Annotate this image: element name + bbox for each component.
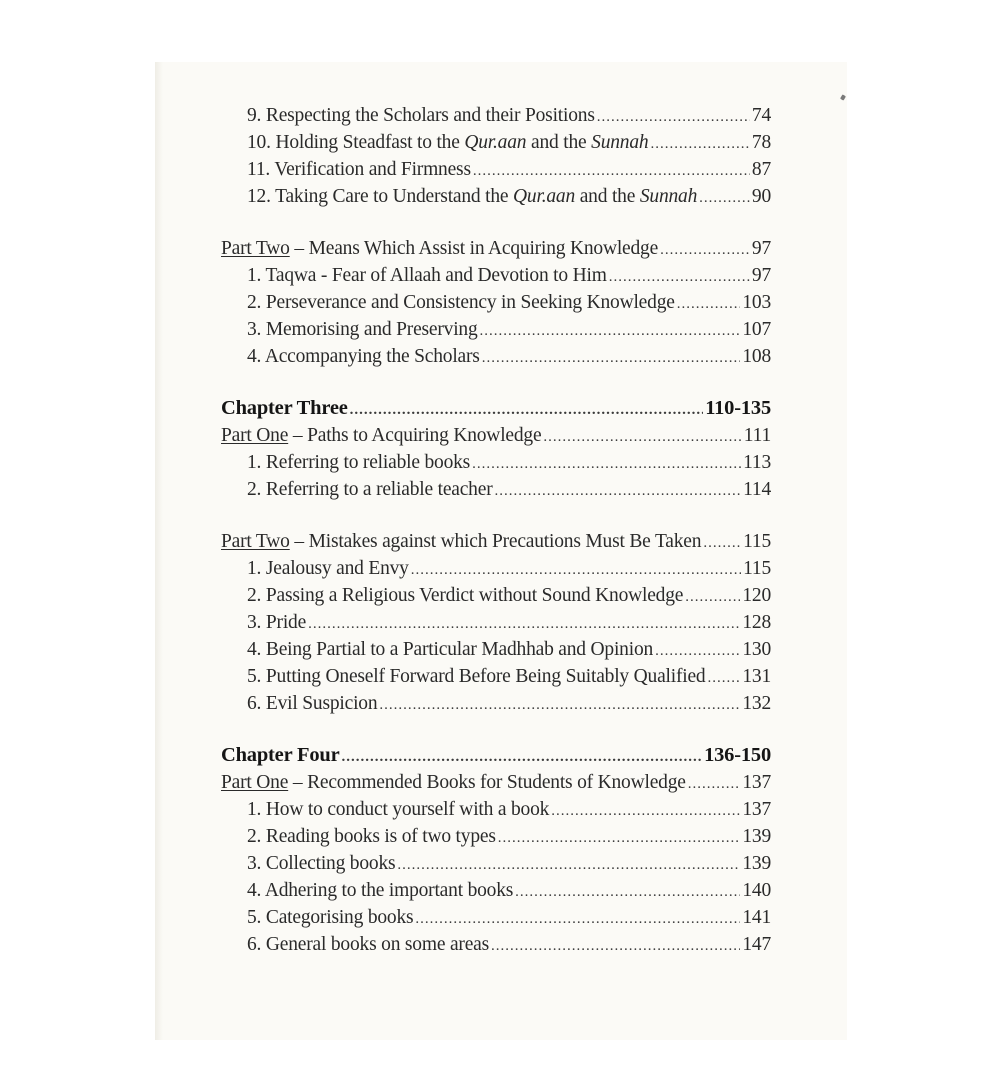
dot-leader	[397, 852, 740, 879]
toc-entry	[221, 156, 771, 183]
section-gap	[221, 370, 771, 395]
toc-entry-label-italic: Sunnah	[639, 186, 698, 207]
toc-entry	[221, 609, 771, 636]
dot-leader	[472, 451, 741, 478]
toc-entry-page: 74	[751, 105, 771, 126]
toc-entry-label: 3. Collecting books	[247, 853, 396, 874]
toc-entry	[221, 636, 771, 663]
toc-entry-page: 113	[743, 452, 771, 473]
toc-entry-page: 140	[742, 880, 771, 901]
toc-entry	[221, 877, 771, 904]
toc-entry	[221, 289, 771, 316]
toc-entry-label: 4. Accompanying the Scholars	[247, 346, 480, 367]
part-heading	[221, 235, 771, 262]
toc-entry-label: 1. Jealousy and Envy	[247, 558, 409, 579]
toc-entry-label: 5. Putting Oneself Forward Before Being Suitably Qualified	[247, 666, 706, 687]
table-of-contents	[221, 102, 771, 958]
dot-leader	[482, 345, 741, 372]
section-gap	[221, 210, 771, 235]
toc-entry-page: 120	[742, 585, 771, 606]
toc-entry-page: 115	[743, 558, 771, 579]
dot-leader	[480, 318, 741, 345]
part-title: – Recommended Books for Students of Knowledge	[288, 772, 686, 793]
toc-entry-label: 6. General books on some areas	[247, 934, 490, 955]
toc-entry	[221, 343, 771, 370]
toc-entry-label-text: 12. Taking Care to Understand the	[247, 186, 514, 207]
toc-entry-page: 97	[751, 265, 771, 286]
toc-entry	[221, 316, 771, 343]
toc-entry-label: 1. Referring to reliable books	[247, 452, 471, 473]
toc-entry-label-text: and the	[575, 186, 640, 207]
part-heading	[221, 769, 771, 796]
part-name: Part One	[221, 772, 289, 793]
chapter-title: Chapter Three	[221, 397, 348, 419]
dot-leader	[660, 237, 750, 264]
dot-leader	[411, 557, 741, 584]
chapter-page-range: 110-135	[705, 397, 771, 419]
toc-entry	[221, 823, 771, 850]
dot-leader	[494, 478, 741, 505]
toc-entry	[221, 183, 771, 210]
toc-entry-page: 103	[742, 292, 771, 313]
toc-entry-page: 107	[742, 319, 771, 340]
toc-entry-label: 1. How to conduct yourself with a book	[247, 799, 550, 820]
toc-entry-page: 130	[742, 639, 771, 660]
part-heading	[221, 528, 771, 555]
section-gap	[221, 503, 771, 528]
toc-entry	[221, 904, 771, 931]
toc-entry-label	[247, 129, 648, 156]
dot-leader	[699, 185, 750, 212]
toc-entry-page: 147	[742, 934, 771, 955]
toc-entry	[221, 555, 771, 582]
dot-leader	[677, 291, 741, 318]
toc-entry	[221, 690, 771, 717]
part-heading-page: 97	[751, 238, 771, 259]
dot-leader	[491, 933, 740, 960]
dot-leader	[597, 104, 750, 131]
chapter-title: Chapter Four	[221, 744, 340, 766]
toc-entry	[221, 796, 771, 823]
dot-leader	[308, 611, 740, 638]
part-title: – Paths to Acquiring Knowledge	[288, 425, 542, 446]
dot-leader	[543, 424, 741, 451]
toc-entry-label: 11. Verification and Firmness	[247, 159, 471, 180]
toc-entry-label: 5. Categorising books	[247, 907, 414, 928]
dot-leader	[655, 638, 740, 665]
section-gap	[221, 717, 771, 742]
part-heading-label	[221, 422, 541, 449]
part-title: – Means Which Assist in Acquiring Knowledge	[289, 238, 659, 259]
dot-leader	[350, 397, 704, 424]
toc-entry-label-italic: Sunnah	[591, 132, 649, 153]
toc-entry-page: 114	[743, 479, 771, 500]
toc-entry-label: 3. Memorising and Preserving	[247, 319, 478, 340]
dot-leader	[498, 825, 741, 852]
toc-entry-label: 2. Perseverance and Consistency in Seeking Knowledge	[247, 292, 675, 313]
toc-entry-page: 87	[751, 159, 771, 180]
toc-entry-label: 4. Being Partial to a Particular Madhhab and Opinion	[247, 639, 654, 660]
toc-entry-label: 6. Evil Suspicion	[247, 693, 378, 714]
part-name: Part Two	[221, 238, 290, 259]
toc-entry	[221, 476, 771, 503]
toc-entry-page: 128	[742, 612, 771, 633]
toc-entry-label: 2. Passing a Religious Verdict without Sound Knowledge	[247, 585, 684, 606]
dot-leader	[609, 264, 750, 291]
part-heading-label	[221, 235, 658, 262]
part-heading-page: 115	[743, 531, 771, 552]
toc-entry	[221, 129, 771, 156]
chapter-heading	[221, 395, 771, 422]
toc-entry	[221, 102, 771, 129]
toc-entry	[221, 931, 771, 958]
part-heading-page: 111	[743, 425, 771, 446]
toc-entry-page: 90	[751, 186, 771, 207]
part-name: Part One	[221, 425, 289, 446]
toc-entry-label-text: 10. Holding Steadfast to the	[247, 132, 465, 153]
dot-leader	[703, 530, 741, 557]
part-heading-page: 137	[742, 772, 771, 793]
toc-entry-page: 108	[742, 346, 771, 367]
dot-leader	[415, 906, 740, 933]
toc-entry-label-italic: Qur.aan	[464, 132, 527, 153]
toc-entry-label: 9. Respecting the Scholars and their Positions	[247, 105, 595, 126]
toc-entry	[221, 582, 771, 609]
toc-entry-label-text: and the	[526, 132, 592, 153]
page-gutter-shadow	[155, 62, 163, 1040]
toc-entry-page: 137	[742, 799, 771, 820]
toc-entry-label: 2. Referring to a reliable teacher	[247, 479, 493, 500]
chapter-heading	[221, 742, 771, 769]
book-page	[155, 62, 847, 1040]
dot-leader	[688, 771, 741, 798]
toc-entry-page: 139	[742, 826, 771, 847]
part-heading-label	[221, 528, 701, 555]
toc-entry-label	[247, 183, 697, 210]
toc-entry-label: 4. Adhering to the important books	[247, 880, 514, 901]
part-name: Part Two	[221, 531, 290, 552]
dot-leader	[551, 798, 740, 825]
toc-entry-label: 1. Taqwa - Fear of Allaah and Devotion to Him	[247, 265, 607, 286]
dot-leader	[708, 665, 741, 692]
dot-leader	[685, 584, 740, 611]
paper-speck	[840, 94, 846, 100]
toc-entry	[221, 262, 771, 289]
toc-entry-page: 132	[742, 693, 771, 714]
toc-entry	[221, 850, 771, 877]
toc-entry-page: 78	[751, 132, 771, 153]
chapter-page-range: 136-150	[704, 744, 771, 766]
toc-entry	[221, 663, 771, 690]
part-heading-label	[221, 769, 686, 796]
toc-entry-page: 139	[742, 853, 771, 874]
toc-entry-label-italic: Qur.aan	[513, 186, 576, 207]
dot-leader	[650, 131, 749, 158]
part-title: – Mistakes against which Precautions Must Be Taken	[289, 531, 702, 552]
part-heading	[221, 422, 771, 449]
toc-entry-page: 141	[742, 907, 771, 928]
toc-entry-label: 3. Pride	[247, 612, 307, 633]
dot-leader	[515, 879, 740, 906]
toc-entry-page: 131	[742, 666, 771, 687]
toc-entry	[221, 449, 771, 476]
dot-leader	[379, 692, 740, 719]
dot-leader	[473, 158, 750, 185]
toc-entry-label: 2. Reading books is of two types	[247, 826, 496, 847]
dot-leader	[342, 744, 703, 771]
